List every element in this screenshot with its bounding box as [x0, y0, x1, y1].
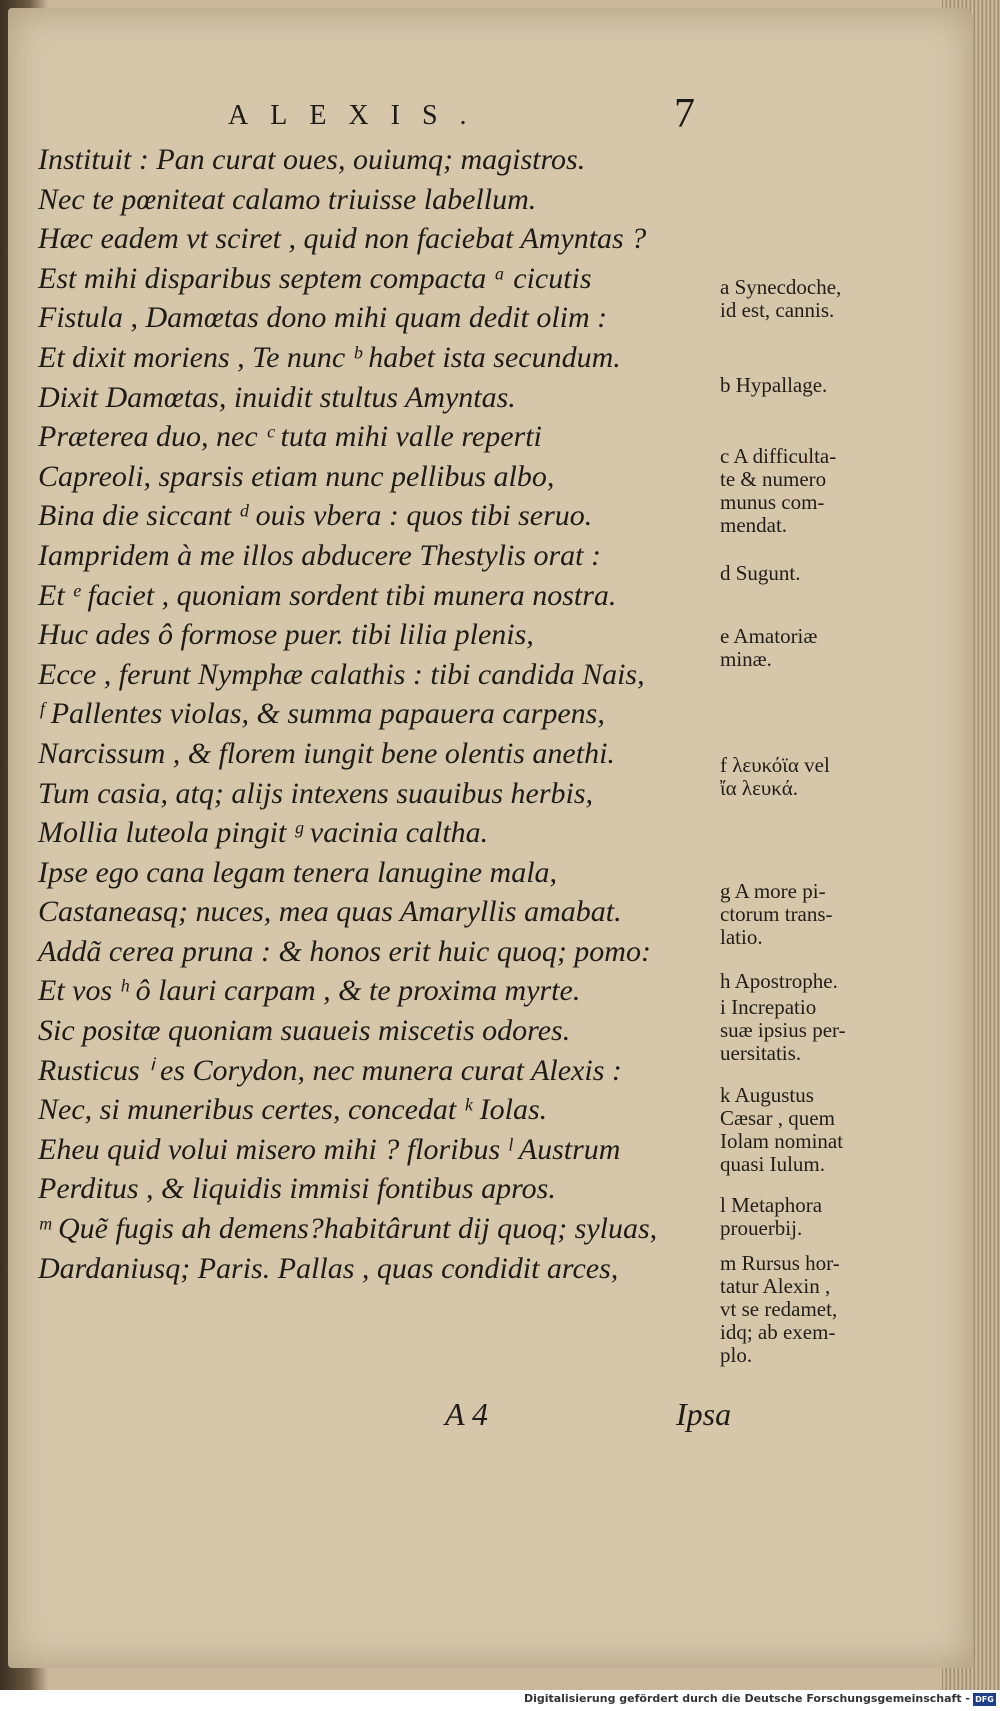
verse-line: Dixit Damœtas, inuidit stultus Amyntas.	[38, 380, 516, 414]
marginal-note-m	[720, 1252, 920, 1367]
note-line: b Hypallage.	[720, 373, 828, 397]
marginal-note-i	[720, 996, 920, 1065]
note-line: c A difficulta-	[720, 444, 837, 468]
verse-line: Et ᵉ faciet , quoniam sordent tibi munera nostra.	[38, 578, 617, 612]
note-line: m Rursus hor-	[720, 1251, 840, 1275]
verse-line: Fistula , Damœtas dono mihi quam dedit olim :	[38, 301, 608, 335]
signature-mark: A 4	[445, 1396, 488, 1432]
note-line: g A more pi-	[720, 879, 826, 903]
note-line: ἴα λευκά.	[720, 776, 798, 800]
book-page	[8, 8, 973, 1668]
page-footer	[8, 1396, 973, 1446]
marginal-note-c	[720, 445, 920, 537]
note-line: id est, cannis.	[720, 298, 835, 322]
verse-line: Narcissum , & florem iungit bene olentis anethi.	[38, 736, 615, 770]
verse-line: Iampridem à me illos abducere Thestylis orat :	[38, 538, 601, 572]
note-line: ctorum trans-	[720, 902, 833, 926]
verse-line: Ecce , ferunt Nymphæ calathis : tibi candida Nais,	[38, 657, 645, 691]
verse-line: Dardaniusq; Paris. Pallas , quas condidit arces,	[38, 1251, 619, 1285]
page-number: 7	[674, 91, 695, 137]
verse-line: Perditus , & liquidis immisi fontibus apros.	[38, 1172, 556, 1206]
verse-line: Eheu quid volui misero mihi ? floribus ˡ Austrum	[38, 1132, 621, 1166]
verse-line: Nec, si muneribus certes, concedat ᵏ Iolas.	[38, 1093, 548, 1127]
verse-line: Tum casia, atq; alijs intexens suauibus herbis,	[38, 776, 593, 810]
verse-line: Est mihi disparibus septem compacta ᵃ cicutis	[38, 261, 592, 295]
verse-line: Capreoli, sparsis etiam nunc pellibus albo,	[38, 459, 555, 493]
marginal-note-f	[720, 754, 920, 800]
note-line: i Increpatio	[720, 995, 817, 1019]
digitization-credit-bar	[0, 1690, 1000, 1711]
note-line: tatur Alexin ,	[720, 1274, 831, 1298]
verse-line: Huc ades ô formose puer. tibi lilia plenis,	[38, 618, 534, 652]
marginal-note-d	[720, 562, 920, 585]
verse-text	[38, 140, 738, 1288]
note-line: quasi Iulum.	[720, 1152, 825, 1176]
verse-line: Et dixit moriens , Te nunc ᵇ habet ista secundum.	[38, 340, 621, 374]
note-line: k Augustus	[720, 1083, 814, 1107]
verse-line: ᶠ Pallentes violas, & summa papauera carpens,	[38, 697, 605, 731]
note-line: plo.	[720, 1343, 753, 1367]
verse-line: Bina die siccant ᵈ ouis vbera : quos tibi seruo.	[38, 499, 593, 533]
marginal-note-e	[720, 625, 920, 671]
note-line: idq; ab exem-	[720, 1320, 836, 1344]
verse-line: Præterea duo, nec ᶜ tuta mihi valle reperti	[38, 420, 542, 454]
note-line: vt se redamet,	[720, 1297, 838, 1321]
note-line: minæ.	[720, 647, 772, 671]
verse-line: Rusticus ⁱ es Corydon, nec munera curat Alexis :	[38, 1053, 622, 1087]
page-header	[8, 90, 973, 140]
note-line: a Synecdoche,	[720, 275, 842, 299]
digitization-credit: Digitalisierung gefördert durch die Deutsche Forschungsgemeinschaft -	[523, 1692, 970, 1705]
verse-line: Instituit : Pan curat oues, ouiumq; magistros.	[38, 143, 586, 176]
note-line: Cæsar , quem	[720, 1106, 835, 1130]
note-line: Iolam nominat	[720, 1129, 844, 1153]
verse-line: Ipse ego cana legam tenera lanugine mala,	[38, 855, 558, 889]
marginal-note-a	[720, 276, 920, 322]
note-line: te & numero	[720, 467, 827, 491]
note-line: d Sugunt.	[720, 561, 801, 585]
verse-line: Castaneasq; nuces, mea quas Amaryllis amabat.	[38, 895, 622, 929]
verse-line: Hæc eadem vt sciret , quid non faciebat Amyntas ?	[38, 222, 647, 256]
verse-line: Addã cerea pruna : & honos erit huic quoq; pomo:	[38, 934, 651, 968]
note-line: prouerbij.	[720, 1216, 803, 1240]
marginal-note-h	[720, 970, 920, 993]
marginal-note-k	[720, 1084, 920, 1176]
note-line: l Metaphora	[720, 1193, 823, 1217]
verse-line: Mollia luteola pingit ᵍ vacinia caltha.	[38, 816, 489, 850]
note-line: munus com-	[720, 490, 825, 514]
note-line: f λευκόϊα vel	[720, 753, 830, 777]
verse-line: Sic positæ quoniam suaueis miscetis odores.	[38, 1014, 571, 1048]
marginal-note-b	[720, 374, 920, 397]
catchword: Ipsa	[676, 1396, 732, 1432]
note-line: e Amatoriæ	[720, 624, 818, 648]
verse-line: Nec te pœniteat calamo triuisse labellum.	[38, 182, 537, 216]
note-line: h Apostrophe.	[720, 969, 838, 993]
note-line: mendat.	[720, 513, 788, 537]
marginal-note-g	[720, 880, 920, 949]
note-line: latio.	[720, 925, 763, 949]
verse-line: Et vos ʰ ô lauri carpam , & te proxima myrte.	[38, 974, 581, 1008]
verse-line: ᵐ Quẽ fugis ah demens?habitârunt dij quoq; syluas,	[38, 1212, 658, 1246]
note-line: uersitatis.	[720, 1041, 802, 1065]
marginal-note-l	[720, 1194, 920, 1240]
dfg-logo-icon: DFG	[973, 1693, 996, 1706]
note-line: suæ ipsius per-	[720, 1018, 846, 1042]
running-title: ALEXIS.	[228, 100, 489, 131]
